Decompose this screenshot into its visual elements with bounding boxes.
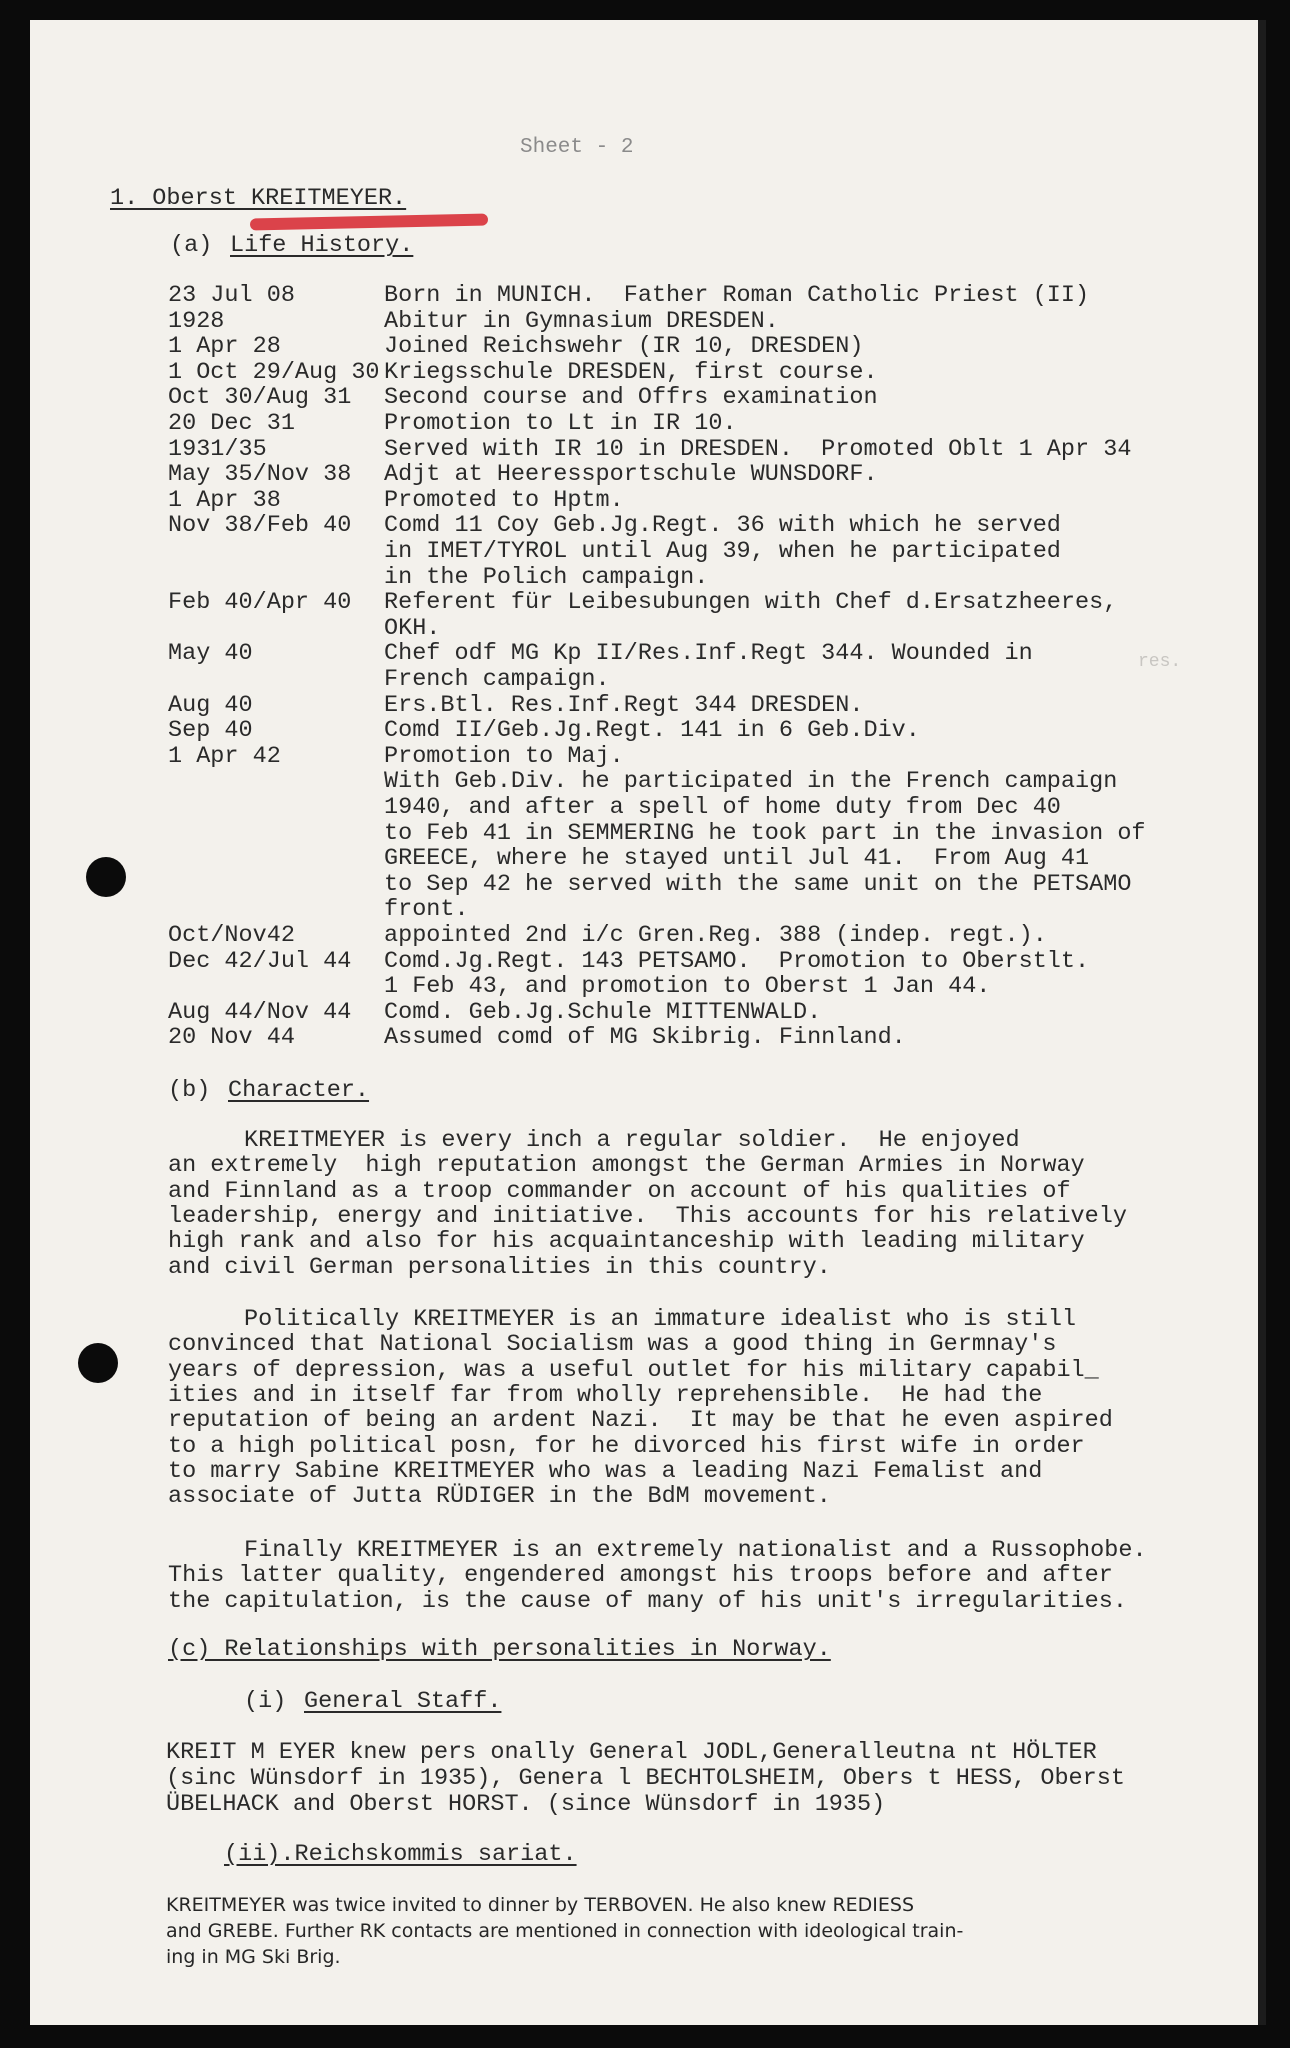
character-text-line: KREITMEYER is every inch a regular soldier. He enjoyed [244, 1127, 1020, 1154]
history-date: Nov 38/Feb 40 [168, 512, 352, 540]
section-a-title: Life History. [230, 232, 414, 259]
history-description-line: to Feb 41 in SEMMERING he took part in the invasion of [384, 819, 1146, 847]
history-date: Oct/Nov42 [168, 922, 295, 949]
sheet-label: Sheet - 2 [520, 136, 634, 159]
general-staff-line: KREIT M EYER knew pers onally General JODL,Generalleutna nt HÖLTER [166, 1739, 1097, 1766]
character-text-line: to marry Sabine KREITMEYER who was a leading Nazi Femalist and [168, 1457, 1043, 1485]
history-description-line: Kriegsschule DRESDEN, first course. [384, 358, 878, 386]
character-text-line: Finally KREITMEYER is an extremely nationalist and a Russophobe. [244, 1537, 1147, 1564]
history-description-line: appointed 2nd i/c Gren.Reg. 388 (indep. regt.). [384, 922, 1047, 949]
reichskommissariat-line: KREITMEYER was twice invited to dinner by TERBOVEN. He also knew REDIESS [166, 1894, 915, 1916]
character-text-line: the capitulation, is the cause of many of his unit's irregularities. [168, 1587, 1127, 1615]
history-description-line: Referent für Leibesubungen with Chef d.Ersatzheeres, [384, 589, 1118, 617]
subsection-i-prefix: (i) [244, 1688, 287, 1715]
section-b-title: Character. [228, 1077, 370, 1104]
character-text-line: convinced that National Socialism was a good thing in Germnay's [168, 1331, 1057, 1359]
subsection-ii-title: (ii).Reichskommis sariat. [224, 1841, 577, 1868]
character-text-line: Politically KREITMEYER is an immature idealist who is still [244, 1306, 1077, 1333]
general-staff-line: (sinc Wünsdorf in 1935), Genera l BECHTOLSHEIM, Obers t HESS, Oberst [166, 1765, 1125, 1792]
history-date: Aug 40 [168, 691, 253, 719]
history-date: 23 Jul 08 [168, 282, 295, 309]
history-description-line: Promotion to Maj. [384, 742, 624, 770]
history-description-line: Served with IR 10 in DRESDEN. Promoted Oblt 1 Apr 34 [384, 435, 1132, 463]
history-description-line: Abitur in Gymnasium DRESDEN. [384, 307, 779, 335]
history-date: May 35/Nov 38 [168, 461, 352, 489]
punch-hole [86, 857, 126, 897]
history-description-line: Adjt at Heeressportschule WUNSDORF. [384, 461, 878, 489]
faint-margin-note: res. [1138, 652, 1182, 672]
general-staff-line: ÜBELHACK and Oberst HORST. (since Wünsdorf in 1935) [166, 1791, 886, 1818]
history-description-line: Assumed comd of MG Skibrig. Finnland. [384, 1024, 906, 1052]
history-description-line: With Geb.Div. he participated in the French campaign [384, 768, 1118, 796]
history-date: 1 Apr 42 [168, 742, 281, 770]
history-description-line: Born in MUNICH. Father Roman Catholic Priest (II) [384, 282, 1090, 309]
history-description-line: OKH. [384, 614, 441, 642]
history-date: Dec 42/Jul 44 [168, 947, 352, 975]
history-description-line: Promoted to Hptm. [384, 486, 624, 514]
history-description-line: French campaign. [384, 666, 610, 693]
dust-speck [128, 42, 133, 47]
history-description-line: Comd.Jg.Regt. 143 PETSAMO. Promotion to Oberstlt. [384, 947, 1090, 975]
character-text-line: ities and in itself far from wholly reprehensible. He had the [168, 1381, 1043, 1409]
character-text-line: an extremely high reputation amongst the German Armies in Norway [168, 1152, 1085, 1180]
history-date: Feb 40/Apr 40 [168, 589, 352, 617]
character-text-line: associate of Jutta RÜDIGER in the BdM movement. [168, 1483, 831, 1511]
character-text-line: high rank and also for his acquaintanceship with leading military [168, 1228, 1085, 1256]
history-date: May 40 [168, 640, 253, 668]
history-date: 20 Dec 31 [168, 410, 295, 437]
history-description-line: in IMET/TYROL until Aug 39, when he participated [384, 538, 1061, 565]
history-description-line: 1 Feb 43, and promotion to Oberst 1 Jan 44. [384, 973, 991, 1001]
section-c-title: (c) Relationships with personalities in Norway. [168, 1636, 831, 1663]
history-description-line: Joined Reichswehr (IR 10, DRESDEN) [384, 333, 864, 361]
character-text-line: reputation of being an ardent Nazi. It may be that he even aspired [168, 1407, 1113, 1435]
history-description-line: Comd II/Geb.Jg.Regt. 141 in 6 Geb.Div. [384, 717, 920, 745]
page-edge [1258, 20, 1266, 2025]
history-description-line: 1940, and after a spell of home duty from Dec 40 [384, 794, 1061, 821]
dust-speck [60, 52, 65, 57]
reichskommissariat-line: ing in MG Ski Brig. [166, 1946, 341, 1968]
document-heading: 1. Oberst KREITMEYER. [110, 185, 407, 212]
character-text-line: This latter quality, engendered amongst his troops before and after [168, 1562, 1113, 1590]
history-date: Oct 30/Aug 31 [168, 384, 352, 412]
history-description-line: GREECE, where he stayed until Jul 41. From Aug 41 [384, 845, 1090, 873]
history-description-line: Second course and Offrs examination [384, 384, 878, 412]
punch-hole [78, 1343, 118, 1383]
history-date: Aug 44/Nov 44 [168, 998, 352, 1026]
history-description-line: in the Polich campaign. [384, 563, 709, 591]
character-text-line: and civil German personalities in this country. [168, 1253, 831, 1281]
character-text-line: years of depression, was a useful outlet for his military capabil_ [168, 1356, 1099, 1384]
subsection-i-title: General Staff. [304, 1688, 502, 1715]
history-description-line: Comd. Geb.Jg.Schule MITTENWALD. [384, 998, 822, 1026]
history-description-line: Comd 11 Coy Geb.Jg.Regt. 36 with which he served [384, 512, 1061, 540]
history-date: 1 Oct 29/Aug 30 [168, 358, 380, 386]
reichskommissariat-line: and GREBE. Further RK contacts are mentioned in connection with ideological train- [166, 1920, 964, 1942]
history-description-line: Ers.Btl. Res.Inf.Regt 344 DRESDEN. [384, 691, 864, 719]
dust-speck [48, 48, 53, 53]
history-date: Sep 40 [168, 717, 253, 745]
history-description-line: front. [384, 896, 469, 924]
history-date: 1 Apr 28 [168, 333, 281, 361]
history-description-line: Chef odf MG Kp II/Res.Inf.Regt 344. Wounded in [384, 640, 1033, 668]
section-b-prefix: (b) [168, 1077, 211, 1104]
history-date: 1 Apr 38 [168, 486, 281, 514]
history-date: 1928 [168, 307, 225, 335]
character-text-line: to a high political posn, for he divorced his first wife in order [168, 1432, 1085, 1460]
history-date: 1931/35 [168, 435, 267, 463]
character-text-line: leadership, energy and initiative. This accounts for his relatively [168, 1202, 1127, 1230]
section-a-prefix: (a) [170, 232, 213, 259]
history-date: 20 Nov 44 [168, 1024, 295, 1052]
history-description-line: Promotion to Lt in IR 10. [384, 410, 737, 437]
history-description-line: to Sep 42 he served with the same unit on the PETSAMO [384, 870, 1132, 898]
character-text-line: and Finnland as a troop commander on account of his qualities of [168, 1177, 1071, 1205]
